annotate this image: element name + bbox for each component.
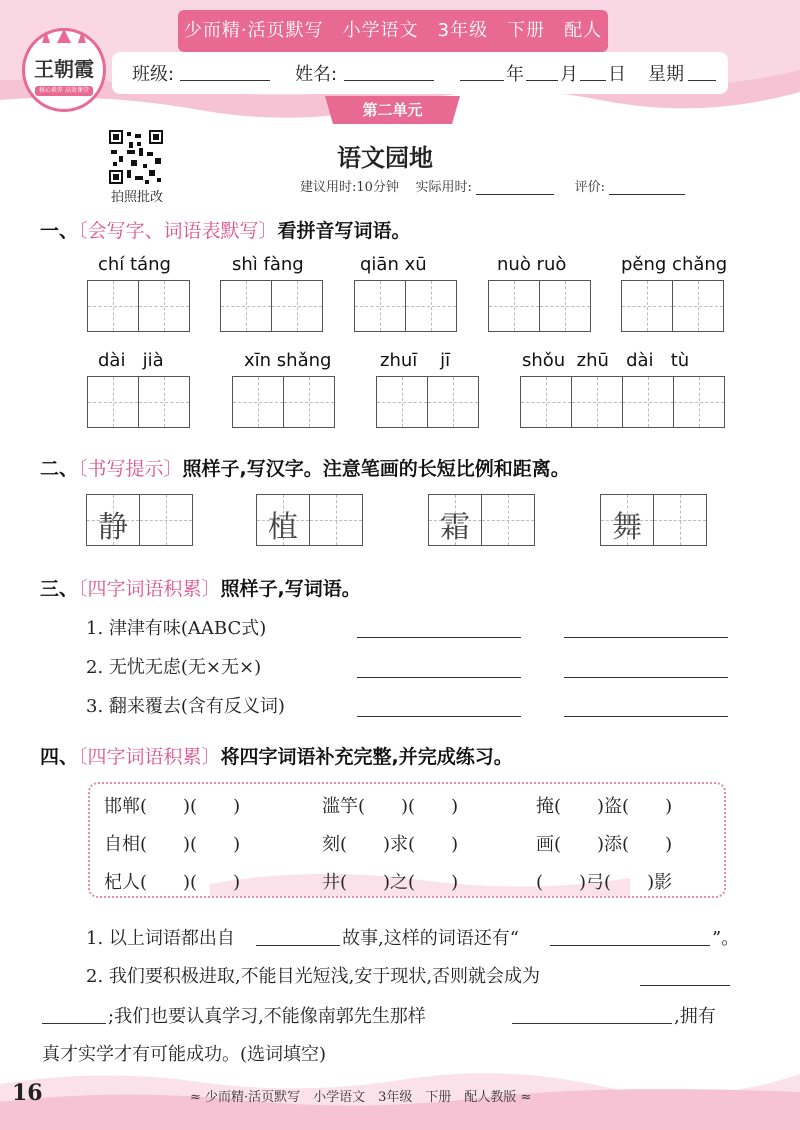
- idiom-blank[interactable]: 自相( )( ): [104, 834, 241, 855]
- section-number: 一、: [40, 220, 79, 242]
- idiom-blank[interactable]: 邯郸( )( ): [104, 796, 241, 817]
- pinyin: shì fàng: [232, 254, 304, 275]
- logo-name: 王朝霞: [34, 57, 94, 81]
- writing-grid[interactable]: [488, 280, 591, 332]
- idiom-blank[interactable]: 井( )之( ): [322, 872, 459, 893]
- page-title: 语文园地: [337, 144, 433, 172]
- class-label: 班级:: [132, 64, 175, 85]
- idiom-blank[interactable]: ( )弓( )影: [536, 872, 673, 893]
- week-label: 星期: [648, 64, 684, 85]
- section-4-heading: [40, 742, 513, 769]
- answer-line[interactable]: [564, 715, 728, 717]
- writing-grid[interactable]: [520, 376, 725, 428]
- pinyin: nuò ruò: [497, 254, 567, 275]
- answer-line[interactable]: [564, 676, 728, 678]
- answer-line[interactable]: [550, 944, 710, 946]
- answer-line[interactable]: [42, 1022, 106, 1024]
- name-field[interactable]: [344, 62, 434, 81]
- pinyin: zhuī jī: [380, 350, 451, 371]
- writing-grid[interactable]: [354, 280, 457, 332]
- answer-line[interactable]: [357, 676, 521, 678]
- model-char: 植: [268, 510, 298, 545]
- answer-line[interactable]: [564, 636, 728, 638]
- model-char-grid[interactable]: [428, 494, 535, 546]
- exercise-item: 3. 翻来覆去(含有反义词): [86, 696, 285, 717]
- writing-grid[interactable]: [87, 280, 190, 332]
- month-field[interactable]: [526, 62, 558, 81]
- writing-grid[interactable]: [220, 280, 323, 332]
- section-number: 四、: [40, 746, 79, 768]
- qr-code-icon[interactable]: [107, 128, 165, 186]
- question-1-mid: 故事,这样的词语还有“: [342, 928, 519, 949]
- section-tag: 〔四字词语积累〕: [78, 578, 221, 600]
- question-1-start: 1. 以上词语都出自: [86, 928, 235, 949]
- logo-subtitle: 核心素养 高效课堂: [35, 86, 93, 96]
- answer-line[interactable]: [512, 1022, 672, 1024]
- answer-line[interactable]: [357, 636, 521, 638]
- section-instruction: 照样子,写词语。: [220, 578, 361, 600]
- question-2-end: 真才实学才有可能成功。(选词填空): [42, 1044, 327, 1065]
- suggest-time: 建议用时:10分钟: [300, 180, 399, 195]
- model-char-grid[interactable]: [600, 494, 707, 546]
- question-2-start: 2. 我们要积极进取,不能目光短浅,安于现状,否则就会成为: [86, 966, 541, 987]
- brand-logo: [22, 28, 106, 112]
- idiom-blank[interactable]: 杞人( )( ): [104, 872, 241, 893]
- actual-time-label: 实际用时:: [415, 180, 472, 195]
- question-2-tail: ,拥有: [674, 1006, 716, 1027]
- model-char-grid[interactable]: [86, 494, 193, 546]
- writing-grid[interactable]: [621, 280, 724, 332]
- page-number: 16: [12, 1080, 43, 1106]
- idiom-blank[interactable]: 滥竽( )( ): [322, 796, 459, 817]
- idiom-blank[interactable]: 掩( )盗( ): [536, 796, 673, 817]
- section-tag: 〔书写提示〕: [78, 458, 183, 480]
- section-number: 二、: [40, 458, 79, 480]
- pinyin: dài jià: [98, 350, 164, 371]
- pinyin: qiān xū: [360, 254, 427, 275]
- section-1-heading: [40, 216, 411, 243]
- pinyin: shǒu zhū dài tù: [522, 350, 690, 371]
- time-info: [300, 176, 685, 195]
- writing-grid[interactable]: [87, 376, 190, 428]
- week-field[interactable]: [688, 62, 716, 81]
- actual-time-field[interactable]: [476, 180, 554, 195]
- model-char: 舞: [612, 510, 642, 545]
- section-instruction: 将四字词语补充完整,并完成练习。: [220, 746, 513, 768]
- class-field[interactable]: [180, 62, 270, 81]
- header-banner: 少而精·活页默写 小学语文 3年级 下册 配人: [183, 20, 603, 41]
- day-field[interactable]: [580, 62, 606, 81]
- question-2-mid: ;我们也要认真学习,不能像南郭先生那样: [108, 1006, 426, 1027]
- pinyin: xīn shǎng: [244, 350, 332, 371]
- writing-grid[interactable]: [376, 376, 479, 428]
- section-tag: 〔会写字、词语表默写〕: [78, 220, 278, 242]
- crown-icon: [37, 29, 91, 45]
- answer-line[interactable]: [256, 944, 340, 946]
- answer-line[interactable]: [357, 715, 521, 717]
- idiom-blank[interactable]: 刻( )求( ): [322, 834, 459, 855]
- footer-text: ≈ 少而精·活页默写 小学语文 3年级 下册 配人教版 ≈: [190, 1090, 532, 1105]
- section-instruction: 照样子,写汉字。注意笔画的长短比例和距离。: [182, 458, 570, 480]
- model-char: 霜: [440, 510, 470, 545]
- writing-grid[interactable]: [232, 376, 335, 428]
- exercise-item: 1. 津津有味(AABC式): [86, 618, 267, 639]
- unit-tab: 第二单元: [362, 101, 423, 119]
- year-field[interactable]: [460, 62, 504, 81]
- section-3-heading: [40, 574, 361, 601]
- section-tag: 〔四字词语积累〕: [78, 746, 221, 768]
- year-label: 年: [506, 64, 524, 85]
- student-info-bar: [112, 52, 728, 94]
- section-number: 三、: [40, 578, 79, 600]
- eval-field[interactable]: [609, 180, 685, 195]
- exercise-item: 2. 无忧无虑(无×无×): [86, 657, 262, 678]
- idiom-blank[interactable]: 画( )添( ): [536, 834, 673, 855]
- answer-line[interactable]: [640, 984, 730, 986]
- model-char: 静: [98, 510, 128, 545]
- pinyin: pěng chǎng: [621, 254, 728, 275]
- section-2-heading: [40, 454, 570, 481]
- section-instruction: 看拼音写词语。: [277, 220, 411, 242]
- name-label: 姓名:: [295, 64, 338, 85]
- qr-label: 拍照批改: [110, 190, 163, 205]
- month-label: 月: [560, 64, 578, 85]
- model-char-grid[interactable]: [256, 494, 363, 546]
- question-1-end: ”。: [712, 928, 740, 949]
- eval-label: 评价:: [574, 180, 606, 195]
- day-label: 日: [608, 64, 626, 85]
- pinyin: chí táng: [98, 254, 171, 275]
